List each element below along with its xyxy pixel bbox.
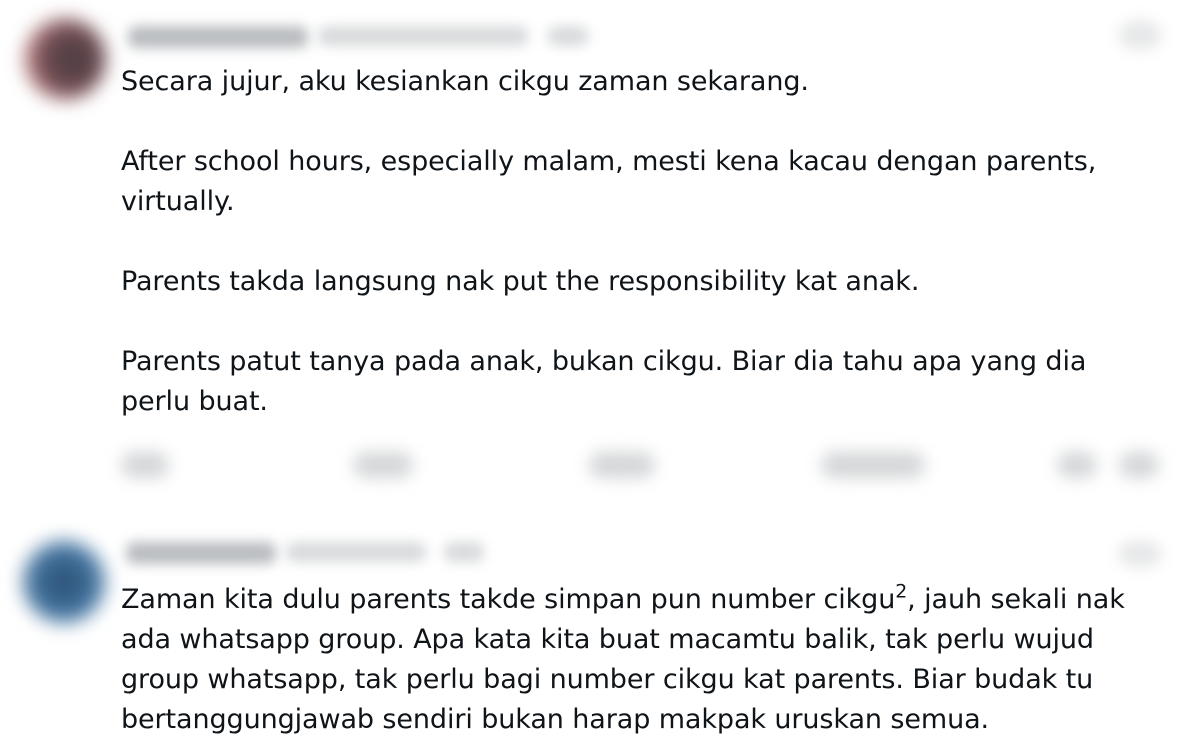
- author-handle-blurred[interactable]: [286, 542, 426, 562]
- author-name-blurred[interactable]: [126, 542, 276, 564]
- paragraph: [121, 580, 1152, 740]
- paragraph: Secara jujur, aku kesiankan cikgu zaman sekarang.: [121, 66, 809, 97]
- avatar[interactable]: [24, 18, 106, 100]
- text-before-superscript: Zaman kita dulu parents takde simpan pun number cikgu: [121, 584, 896, 615]
- paragraph: Parents patut tanya pada anak, bukan cikgu. Biar dia tahu apa yang dia perlu buat.: [121, 346, 1087, 417]
- views-icon[interactable]: [821, 452, 925, 478]
- paragraph: After school hours, especially malam, mesti kena kacau dengan parents, virtually.: [121, 146, 1097, 217]
- avatar[interactable]: [22, 540, 106, 624]
- timestamp-blurred[interactable]: [444, 542, 484, 562]
- author-name-blurred[interactable]: [128, 26, 308, 48]
- more-options-icon[interactable]: [1118, 20, 1162, 50]
- like-icon[interactable]: [589, 452, 655, 478]
- action-bar: [121, 440, 1172, 490]
- text-after-superscript: , jauh sekali nak ada whatsapp group. Apa kata kita buat macamtu balik, tak perlu wujud group whatsapp, tak perlu bagi number cikgu kat parents. Biar budak tu bertanggungjawab sendiri bukan harap makpak uruskan semua.: [121, 584, 1125, 735]
- reply-text: [121, 580, 1152, 740]
- superscript: 2: [895, 580, 908, 603]
- author-handle-blurred[interactable]: [318, 26, 528, 46]
- reply-icon[interactable]: [121, 452, 169, 478]
- retweet-icon[interactable]: [353, 452, 413, 478]
- timestamp-blurred[interactable]: [548, 26, 588, 46]
- share-icon[interactable]: [1119, 452, 1159, 478]
- reply-tweet-2[interactable]: [0, 510, 1192, 756]
- reply-text: [121, 62, 1152, 422]
- paragraph: Parents takda langsung nak put the responsibility kat anak.: [121, 266, 920, 297]
- bookmark-icon[interactable]: [1057, 452, 1097, 478]
- more-options-icon[interactable]: [1118, 540, 1162, 568]
